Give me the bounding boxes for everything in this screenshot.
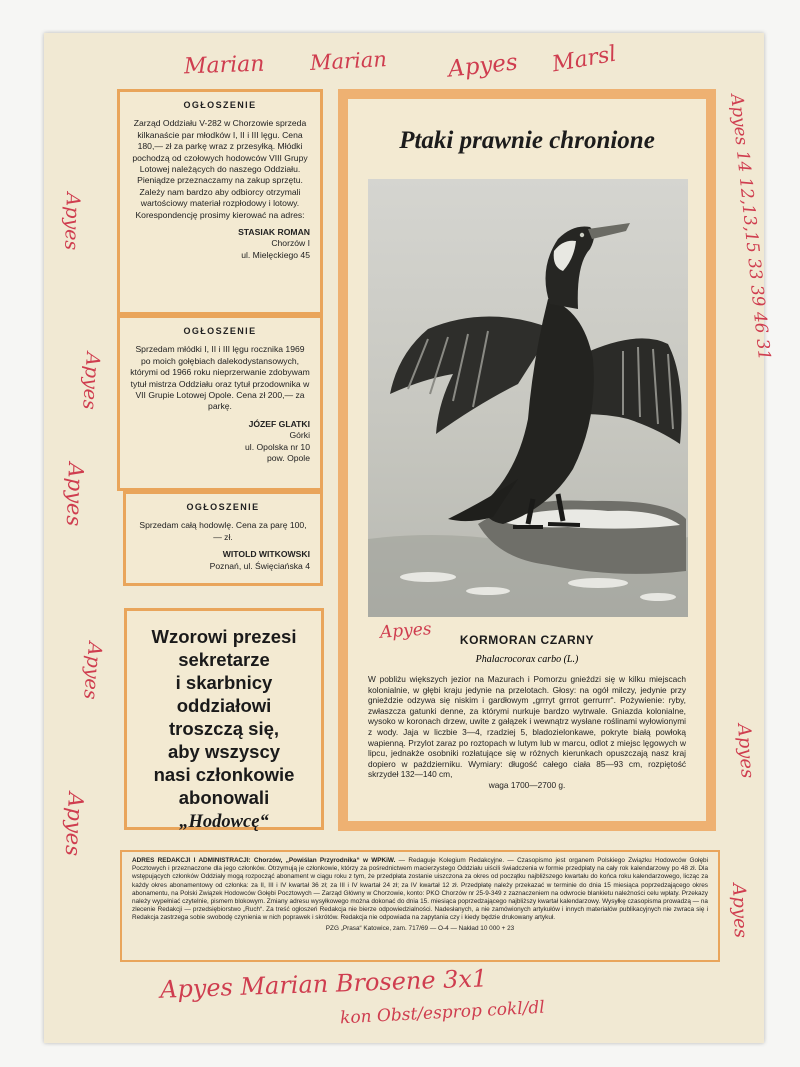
handwriting-top-2: Marian [309,47,388,75]
ad-body: Zarząd Oddziału V-282 w Chorzowie sprzeda kilkanaście par młodków I, II i III lęgu. Cena 180,— zł za parkę wraz z przesyłką. Młódki pochodzą od czołowych hodowców VIII Grupy Lotowej należących do naszego Oddziału. Pieniądze przeznaczamy na zakup sprzętu. Zależy nam bardzo aby odbiorcy otrzymali wartościowy materiał rozpłodowy i lotowy. Korespondencję prosimy kierować na adres: [132,118,308,220]
slogan-magazine-name: „Hodowcę“ [179,812,269,832]
ad-address-line: pow. Opole [267,453,310,464]
editorial-text: — Redaguje Kolegium Redakcyjne. — Czasopismo jest organem Polskiego Związku Hodowców Gołębi Pocztowych i przeznaczone dla jego członków. Otrzymują je członkowie, którzy za pośrednictwem macierzystego Oddziału uiścili świadczenia w formie przedpłaty na cały rok kalendarzowy po 48 zł. Dla wstępujących członków Oddziały mogą rozpocząć abonament w ciągu roku z tym, że przedpłata zostanie uiszczona za okres od początku najbliższego kwartału do końca roku kalendarzowego, licząc za każdy okres abonamentowy od członka: za II, III i IV kwartał 36 zł; za III i IV kwartał 24 zł; za IV kwartał 12 zł. Przedpłatę należy przekazać w terminie do dnia 15 miesiąca poprzedzającego okres abonamentu, na Polski Związek Hodowców Gołębi Pocztowych — Zarząd Główny w Chorzowie, konto: PKO Chorzów nr 25-9-349 z zaznaczeniem na odwrocie blankietu należności celu wpłaty. Przekazy należy wypełniać czytelnie, pismem blokowym. Zmiany adresu wysyłkowego można dokonać do dnia 15. miesiąca poprzedzającego najbliższy kwartał kalendarzowy. Wysyłkę czasopisma prowadzą — na zlecenie Redakcji — przedsiębiorstwo „Ruch“. Za treść ogłoszeń Redakcja nie bierze odpowiedzialności. Nadesłanych, a nie zamówionych artykułów i innych materiałów publikacyjnych nie zwraca się i Redakcja zastrzega sobie swobodę czynienia w nich poprawek i skrótów. Redakcja nie odpowiada na zapytania czy i kiedy będzie drukowany artykuł. [132,857,708,922]
ad-box-3 [123,491,323,586]
ad-signature: WITOLD WITKOWSKI [222,549,310,560]
ad-address-line: ul. Mielęckiego 45 [241,249,310,260]
slogan-line: abonowali [178,787,270,808]
ad-signature: JÓZEF GLATKI [248,418,310,429]
slogan-line: i skarbnicy [175,672,273,693]
ad-heading: OGŁOSZENIE [186,502,260,512]
handwriting-left-3: Apyes [61,462,88,527]
editorial-address: ADRES REDAKCJI I ADMINISTRACJI: Chorzów, „Powiślan Przyrodnika“ w WPKiW. [132,857,396,864]
ad-address-line: Chorzów I [271,238,310,249]
handwriting-top-3: Apyes [446,49,519,83]
description-text: W pobliżu większych jezior na Mazurach i Pomorzu gnieździ się w kilku miejscach kolonialnie, w głębi kraju jedynie na przelotach. Głosy: na ogół milczy, jedynie przy gnieździe odzywa się niskim i gardłowym „grrryt grrrot gerrurrr“. Pożywienie: ryby, zwłaszcza gatunki denne, za którymi nurkuje bardzo wytrwale. Gniazda kolonialne, wysoko w koronach drzew, uwite z gałązek i wewnątrz wysłane roślinami wyłowionymi z wody. Jaja w liczbie 3—4, rzadziej 5, bladozielonkawe, pokryte białą powłoką wapienną. Przylot zaraz po roztopach w lutym lub w marcu, odlot z miejsc lęgowych w lipcu, jednakże osobniki rozłatujące się w różnych kierunkach opuszczają nasz kraj dopiero w październiku. Wymiary: długość całego ciała 85—93 cm, rozpiętość skrzydeł 132—140 cm, [368,674,686,780]
slogan-line: oddziałowi [176,695,272,716]
handwriting-bottom-2: kon Obst/esprop cokl/dl [339,997,546,1029]
ad-signature: STASIAK ROMAN [238,227,310,238]
slogan-line: nasi członkowie [153,764,295,785]
subscription-slogan [124,608,324,830]
handwriting-left-2: Apyes [78,351,104,411]
ad-heading: OGŁOSZENIE [183,100,257,110]
cormorant-illustration [368,179,688,617]
handwriting-top-1: Marian [183,51,265,80]
species-name: KORMORAN CZARNY [459,633,595,647]
species-latin-name: Phalacrocorax carbo (L.) [475,654,579,665]
ad-body: Sprzedam młódki I, II i III lęgu rocznika 1969 po moich gołębiach dalekodystansowych, którymi od 1966 roku nieprzerwanie zdobywam tytuł mistrza Oddziału oraz tytuł przodownika w VII Grupie Lotowej Opole. Cena zł 200,— za parkę. [130,344,310,412]
ad-address-line: Poznań, ul. Święciańska 4 [209,560,310,571]
magazine-back-cover [44,33,774,1043]
handwriting-left-1: Apyes [60,192,84,251]
ad-heading: OGŁOSZENIE [183,326,257,336]
slogan-line: aby wszyscy [167,741,281,762]
protected-bird-feature [338,89,716,831]
description-weight: waga 1700—2700 g. [488,779,566,790]
slogan-line: Wzorowi prezesi [151,626,297,647]
editorial-footer [120,850,720,962]
handwriting-top-4: Marsl [550,41,619,78]
ad-box-1 [117,89,323,315]
slogan-line: troszczą się, [168,718,280,739]
handwriting-caption-note: Apyes [379,619,433,643]
handwriting-left-5: Apyes [60,791,88,857]
ad-address-line: ul. Opolska nr 10 [245,441,310,452]
handwriting-right-2: Apyes [733,723,758,779]
cormorant-drawing [368,179,688,617]
ad-box-2 [117,315,323,491]
handwriting-right-3: Apyes [728,883,751,939]
handwriting-bottom-1: Apyes Marian Brosene 3x1 [159,964,488,1004]
slogan-line: sekretarze [178,649,270,670]
print-info: PZG „Prasa“ Katowice, zam. 717/69 — O-4 — Nakład 10 000 + 23 [325,924,515,932]
feature-title: Ptaki prawnie chronione [399,127,655,154]
ad-body: Sprzedam całą hodowlę. Cena za parę 100,— zł. [139,520,307,542]
ad-address-line: Górki [289,430,310,441]
handwriting-right-1: Apyes 14 12,13,15 33 39 46 31 [726,93,774,362]
species-description [368,674,686,791]
handwriting-left-4: Apyes [79,641,106,701]
